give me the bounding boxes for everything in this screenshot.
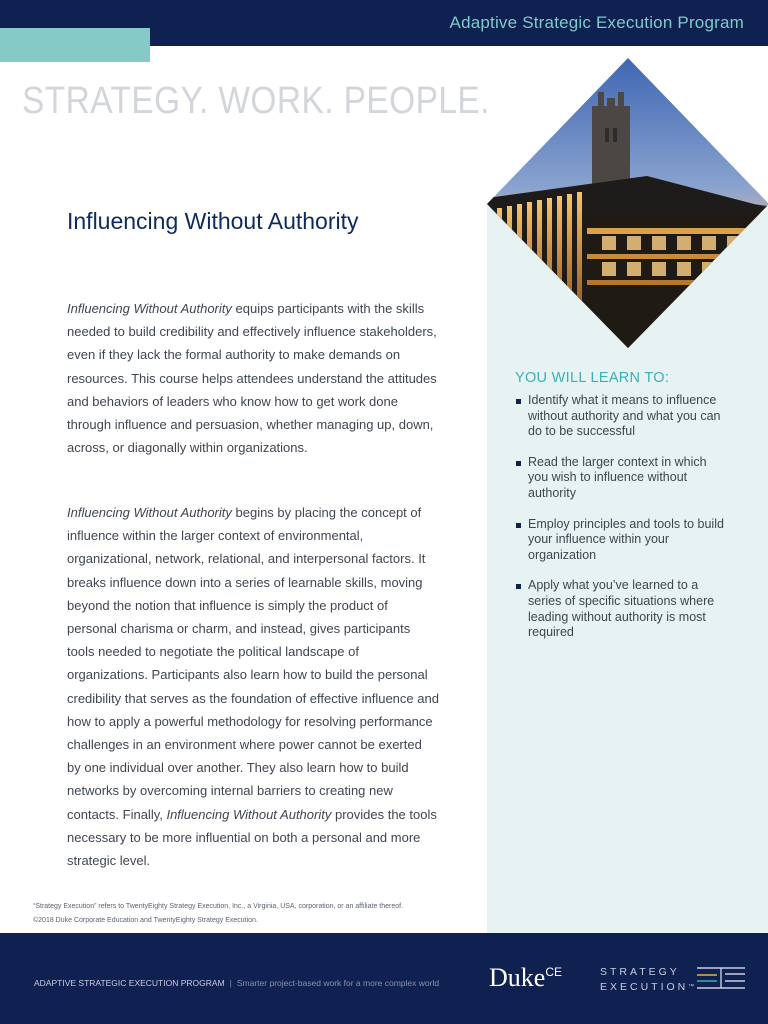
footer-program-name: ADAPTIVE STRATEGIC EXECUTION PROGRAM	[34, 978, 225, 988]
learn-list-item	[515, 455, 730, 502]
learn-item-text: Employ principles and tools to build your influence within your organization	[528, 516, 724, 562]
footnote-copyright: ©2018 Duke Corporate Education and TwentyEighty Strategy Execution.	[33, 917, 258, 924]
duke-logo-text: Duke	[489, 963, 546, 992]
se-logo-line-1: STRATEGY	[600, 966, 680, 978]
square-bullet-icon	[516, 399, 521, 404]
square-bullet-icon	[516, 584, 521, 589]
learn-heading: YOU WILL LEARN TO:	[515, 370, 670, 386]
footer-separator: |	[229, 978, 232, 988]
course-name-italic: Influencing Without Authority	[67, 301, 232, 316]
learn-list	[515, 393, 730, 656]
course-title: Influencing Without Authority	[67, 208, 359, 234]
paragraph-2-text-a: begins by placing the concept of influence within the larger context of environmental, organizational, network, relational, and interpersonal factors. It breaks influence down into a series of learnable skills, moving beyond the notion that influence is simply the product of personal charisma or charm, and instead, gives participants tools needed to negotiate the political landscape of organizations. Participants also learn how to build the personal credibility that serves as the foundation of effective influence and how to apply a powerful methodology for resolving performance challenges in an environment where power cannot be exerted by one individual over another. They also learn how to build networks by overcoming internal barriers to creating new contacts. Finally,	[67, 505, 439, 822]
footer-banner	[0, 933, 768, 1024]
footer-program-line	[34, 978, 439, 988]
learn-item-text: Read the larger context in which you wish to influence without authority	[528, 454, 707, 500]
teal-accent-tab	[0, 28, 150, 62]
learn-list-item	[515, 517, 730, 564]
footnote-trademark: “Strategy Execution” refers to TwentyEighty Strategy Execution, Inc., a Virginia, USA, corporation, or an affiliate thereof.	[33, 903, 404, 910]
se-logo-line-2: EXECUTION	[600, 981, 689, 993]
duke-logo-sup: CE	[545, 965, 562, 979]
square-bullet-icon	[516, 461, 521, 466]
course-name-italic: Influencing Without Authority	[166, 806, 332, 822]
paragraph-2-text-b: provides the tools necessary to be more influential on both a personal and more strategic level.	[67, 806, 437, 869]
course-description-paragraph-1	[67, 297, 439, 459]
learn-item-text: Apply what you’ve learned to a series of specific situations where leading without authority is most required	[528, 578, 715, 640]
strategy-execution-mark-icon	[697, 966, 745, 990]
paragraph-1-text: equips participants with the skills needed to build credibility and effectively influence stakeholders, even if they lack the formal authority to make demands on resources. This course helps attendees understand the attitudes and behaviors of leaders who know how to get work done through influence and persuasion, whether managing up, down, across, or diagonally within organizations.	[67, 301, 437, 456]
campus-photo-diamond	[487, 58, 768, 348]
se-logo-tm: ™	[688, 984, 695, 990]
course-description-paragraph-2	[67, 501, 439, 872]
course-name-italic: Influencing Without Authority	[67, 505, 232, 520]
footer-subtitle: Smarter project-based work for a more complex world	[236, 978, 440, 988]
tagline: STRATEGY. WORK. PEOPLE.	[22, 80, 490, 122]
duke-ce-logo	[489, 963, 562, 993]
program-title: Adaptive Strategic Execution Program	[449, 13, 744, 32]
learn-item-text: Identify what it means to influence without authority and what you can do to be successful	[528, 393, 721, 439]
learn-list-item	[515, 578, 730, 640]
learn-list-item	[515, 393, 730, 440]
square-bullet-icon	[516, 523, 521, 528]
strategy-execution-logo	[600, 965, 694, 995]
